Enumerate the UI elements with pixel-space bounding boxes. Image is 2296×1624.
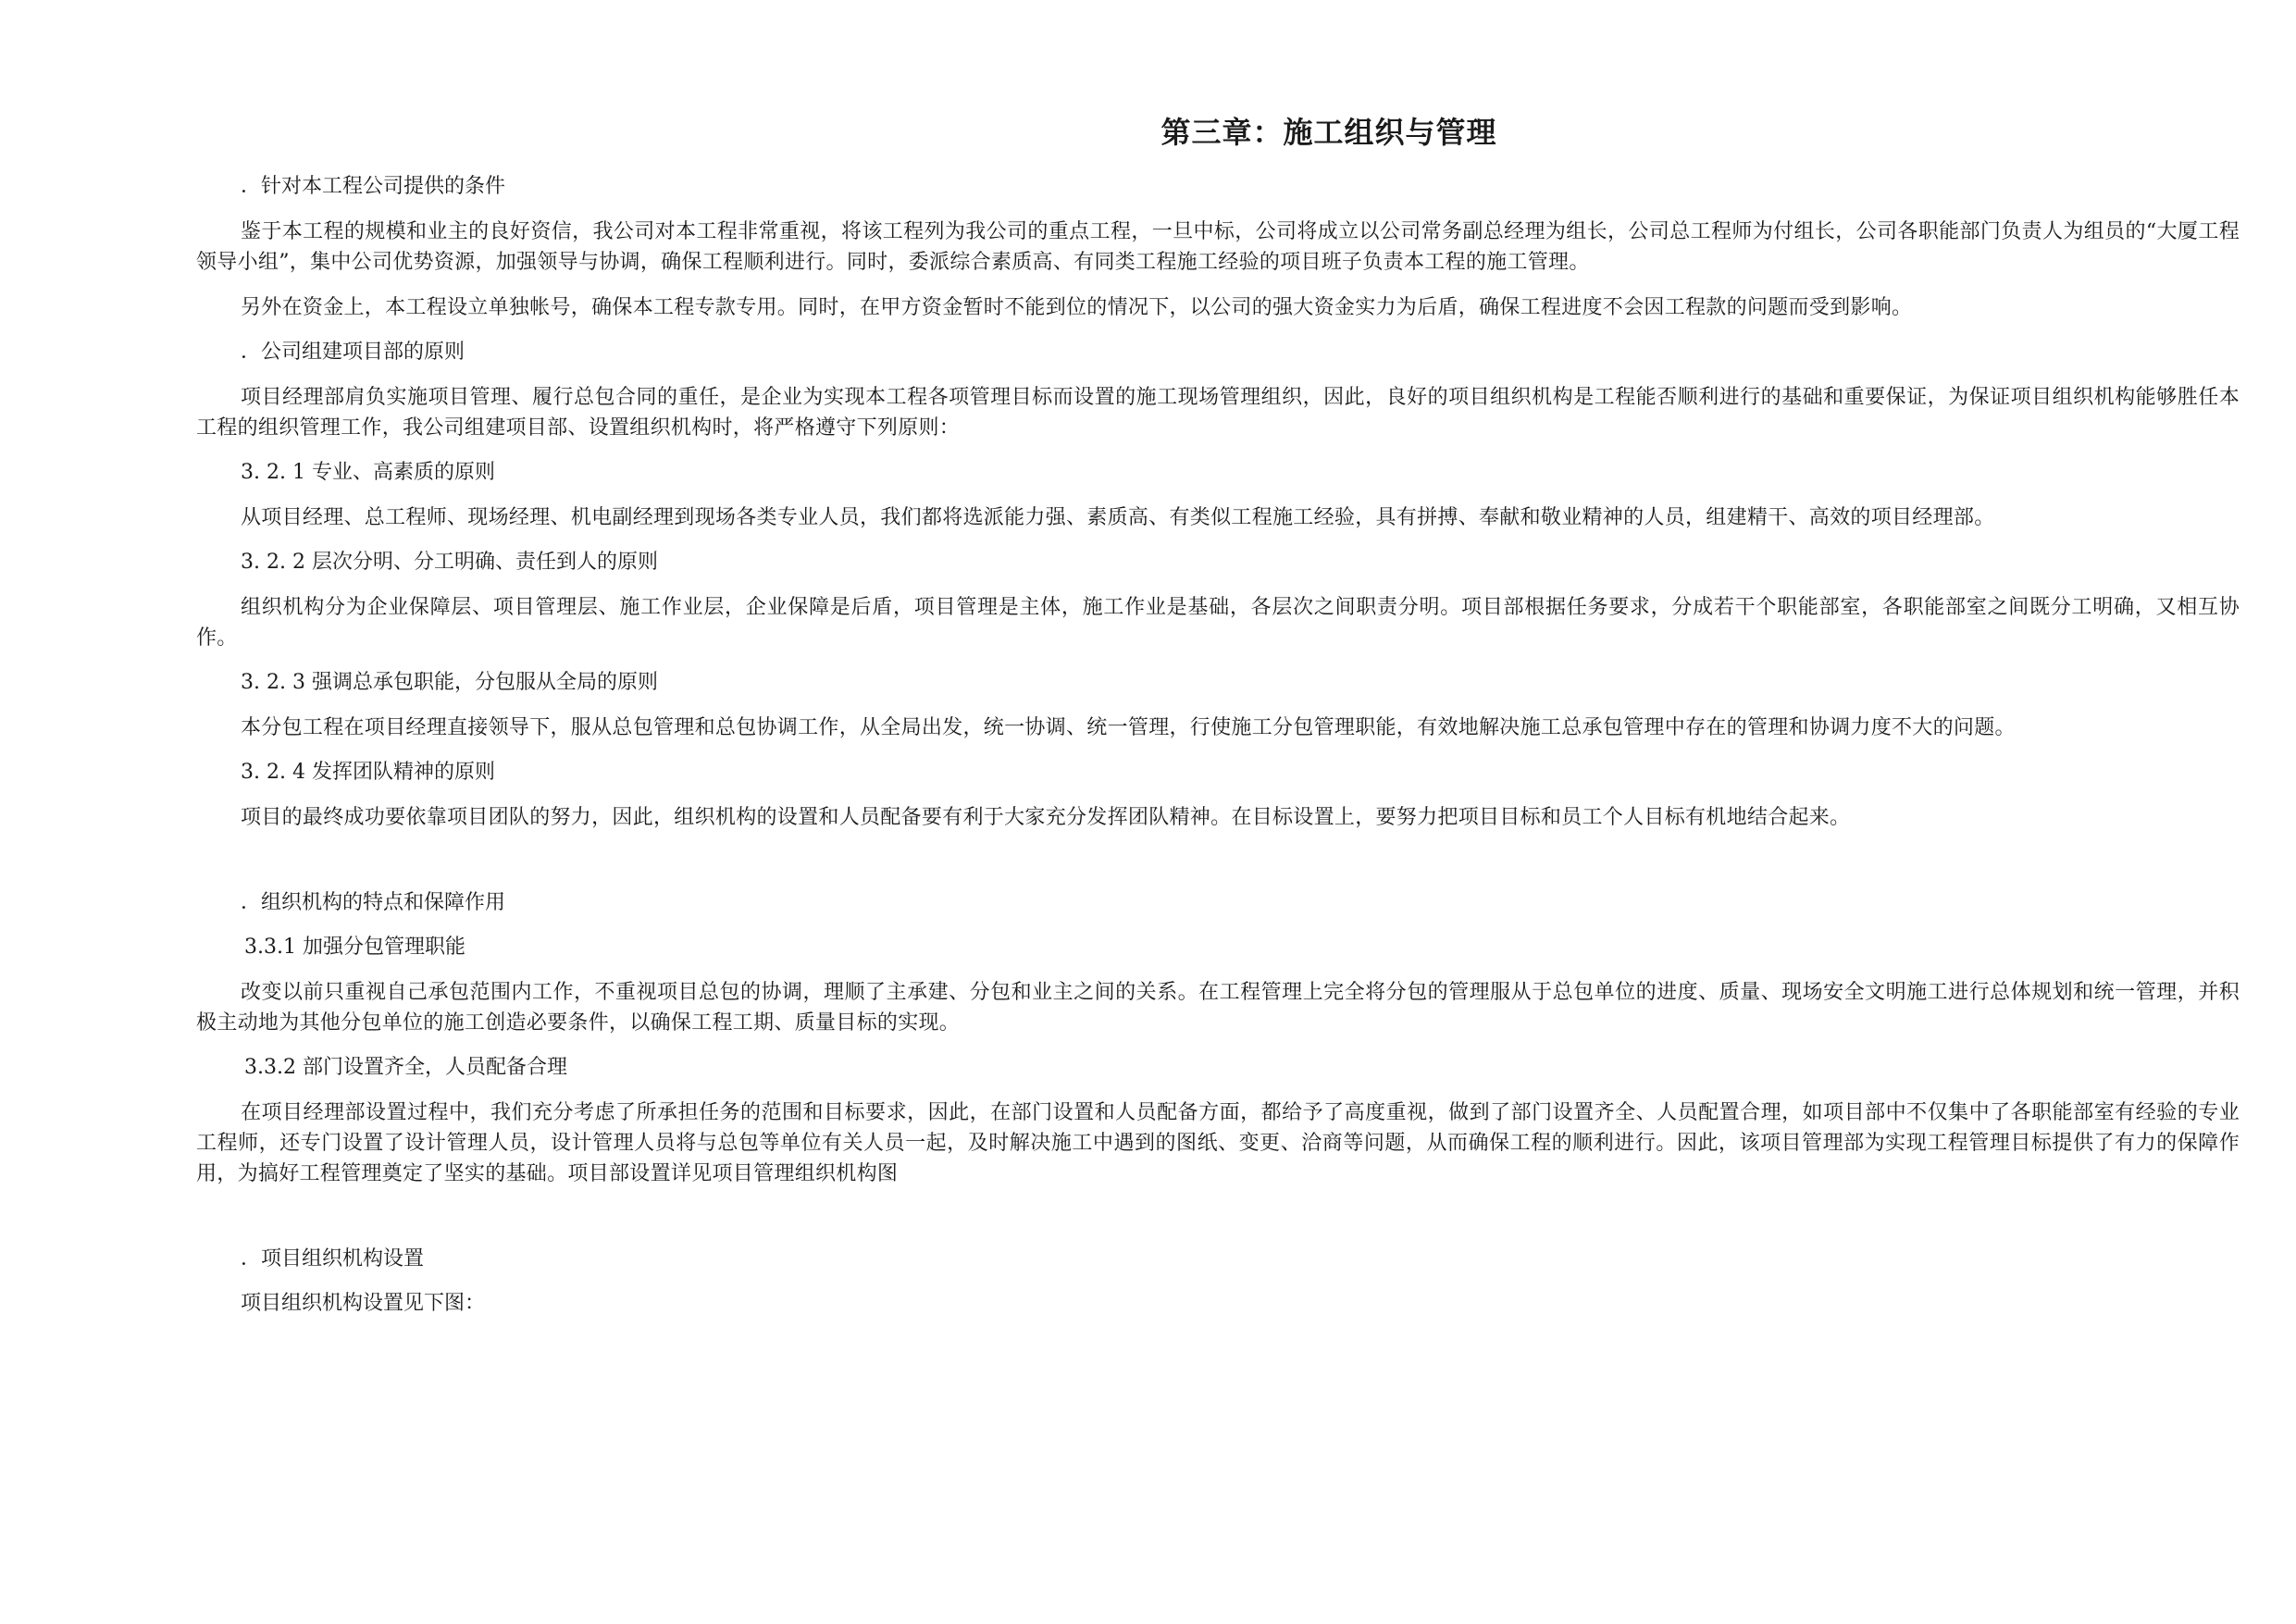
chapter-title: 第三章：施工组织与管理 bbox=[1160, 115, 1497, 150]
body-paragraph: 鉴于本工程的规模和业主的良好资信，我公司对本工程非常重视，将该工程列为我公司的重点工程，一旦中标，公司将成立以公司常务副总经理为组长，公司总工程师为付组长，公司各职能部门负责人为组员的“大厦工程领导小组”，集中公司优势资源，加强领导与协调，确保工程顺利进行。同时，委派综合素质高、有同类工程施工经验的项目班子负责本工程的施工管理。 bbox=[196, 220, 2240, 274]
subsection-heading: 3. 2. 2 层次分明、分工明确、责任到人的原则 bbox=[241, 551, 658, 574]
subsection-heading: 3. 2. 3 强调总承包职能，分包服从全局的原则 bbox=[241, 671, 658, 694]
body-paragraph: 组织机构分为企业保障层、项目管理层、施工作业层，企业保障是后盾，项目管理是主体，施工作业是基础，各层次之间职责分明。项目部根据任务要求，分成若干个职能部室，各职能部室之间既分工明确，又相互协作。 bbox=[196, 596, 2240, 650]
vertical-spacer bbox=[196, 848, 2240, 888]
document-page bbox=[196, 109, 2240, 1333]
body-paragraph: 改变以前只重视自己承包范围内工作，不重视项目总包的协调，理顺了主承建、分包和业主之间的关系。在工程管理上完全将分包的管理服从于总包单位的进度、质量、现场安全文明施工进行总体规划和统一管理，并积极主动地为其他分包单位的施工创造必要条件，以确保工程工期、质量目标的实现。 bbox=[196, 981, 2240, 1035]
body-paragraph: 项目经理部肩负实施项目管理、履行总包合同的重任，是企业为实现本工程各项管理目标而设置的施工现场管理组织，因此，良好的项目组织机构是工程能否顺利进行的基础和重要保证，为保证项目组织机构能够胜任本工程的组织管理工作，我公司组建项目部、设置组织机构时，将严格遵守下列原则： bbox=[196, 386, 2240, 440]
figure-reference-line: 项目组织机构设置见下图： bbox=[241, 1292, 486, 1315]
body-paragraph: 在项目经理部设置过程中，我们充分考虑了所承担任务的范围和目标要求，因此，在部门设置和人员配备方面，都给予了高度重视，做到了部门设置齐全、人员配置合理，如项目部中不仅集中了各职能部室有经验的专业工程师，还专门设置了设计管理人员，设计管理人员将与总包等单位有关人员一起，及时解决施工中遇到的图纸、变更、洽商等问题，从而确保工程的顺利进行。因此，该项目管理部为实现工程管理目标提供了有力的保障作用，为搞好工程管理奠定了坚实的基础。项目部设置详见项目管理组织机构图 bbox=[196, 1101, 2240, 1185]
subsection-heading: 3. 2. 4 发挥团队精神的原则 bbox=[241, 761, 495, 784]
body-paragraph: 项目的最终成功要依靠项目团队的努力，因此，组织机构的设置和人员配备要有利于大家充分发挥团队精神。在目标设置上，要努力把项目目标和员工个人目标有机地结合起来。 bbox=[241, 806, 1851, 829]
subsection-heading: 3.3.2 部门设置齐全，人员配备合理 bbox=[244, 1056, 567, 1079]
vertical-spacer bbox=[196, 1204, 2240, 1245]
section-heading: ．公司组建项目部的原则 bbox=[241, 341, 465, 364]
body-paragraph: 另外在资金上，本工程设立单独帐号，确保本工程专款专用。同时，在甲方资金暂时不能到位的情况下，以公司的强大资金实力为后盾，确保工程进度不会因工程款的问题而受到影响。 bbox=[241, 296, 1913, 319]
subsection-heading: 3. 2. 1 专业、高素质的原则 bbox=[241, 461, 495, 484]
section-heading: ．项目组织机构设置 bbox=[241, 1247, 425, 1271]
subsection-heading: 3.3.1 加强分包管理职能 bbox=[244, 936, 465, 959]
body-paragraph: 从项目经理、总工程师、现场经理、机电副经理到现场各类专业人员，我们都将选派能力强、素质高、有类似工程施工经验，具有拼搏、奉献和敬业精神的人员，组建精干、高效的项目经理部。 bbox=[241, 506, 1995, 529]
body-paragraph: 本分包工程在项目经理直接领导下，服从总包管理和总包协调工作，从全局出发，统一协调、统一管理，行使施工分包管理职能，有效地解决施工总承包管理中存在的管理和协调力度不大的问题。 bbox=[241, 716, 2016, 739]
section-heading: ．针对本工程公司提供的条件 bbox=[241, 175, 506, 198]
section-heading: ．组织机构的特点和保障作用 bbox=[241, 891, 506, 914]
